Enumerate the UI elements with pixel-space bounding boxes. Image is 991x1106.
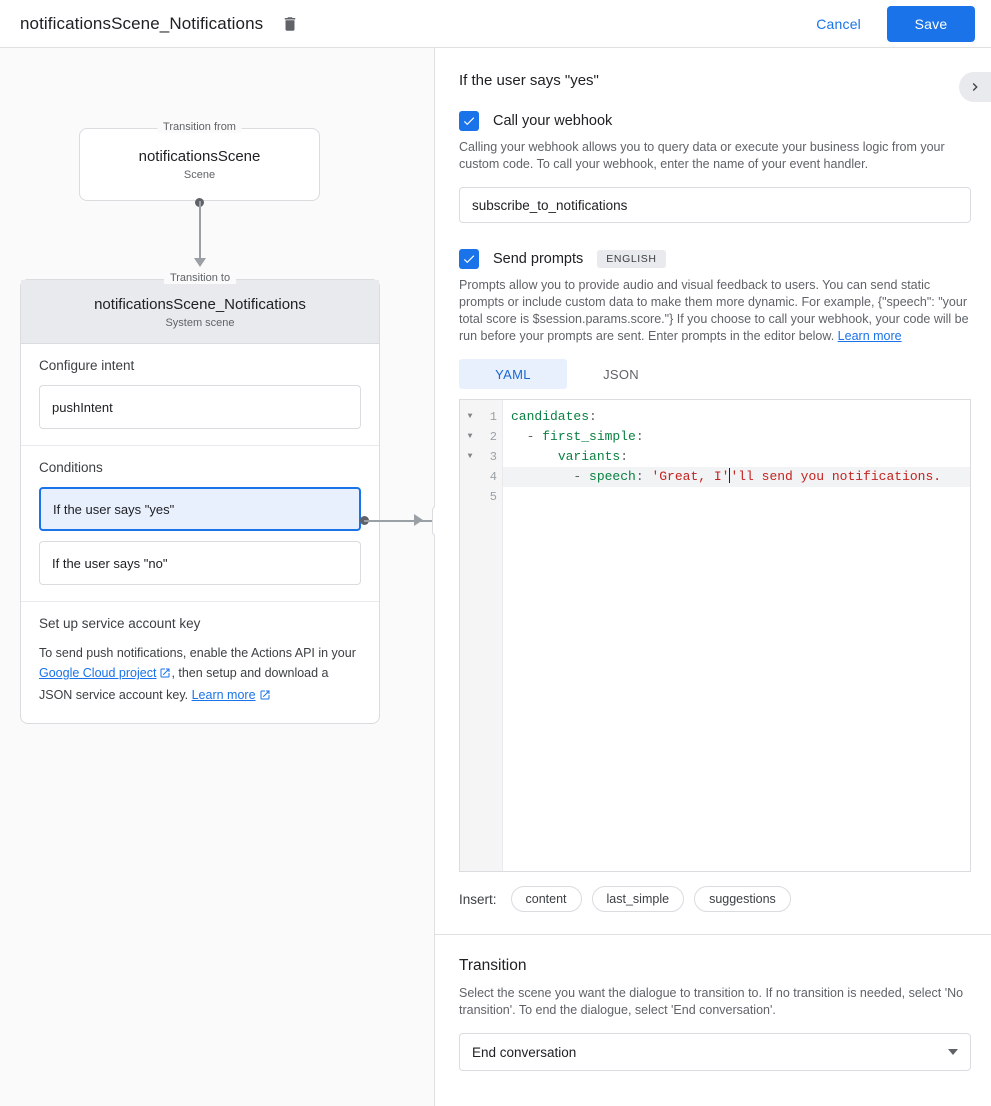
prompts-check-row[interactable]: [459, 249, 971, 269]
external-link-icon-2: [259, 687, 271, 707]
code-line-5[interactable]: [503, 487, 970, 507]
tab-yaml[interactable]: YAML: [459, 359, 567, 389]
code-token: :: [589, 409, 597, 424]
transition-select[interactable]: [459, 1033, 971, 1071]
transition-to-node: [20, 272, 380, 724]
service-account-text-2: , then setup and download a JSON service account key.: [39, 666, 329, 702]
save-button[interactable]: Save: [887, 6, 975, 42]
trash-icon: [281, 15, 299, 33]
code-line-2[interactable]: [503, 427, 970, 447]
code-line-4[interactable]: [503, 467, 970, 487]
scene-canvas: [0, 48, 435, 1106]
code-token: :: [635, 469, 652, 484]
chevron-right-icon: [967, 79, 983, 95]
details-panel: [435, 48, 991, 1106]
panel-scroll: [435, 48, 991, 1106]
code-token: -: [511, 429, 543, 444]
conditions-label: Conditions: [39, 460, 103, 475]
transition-from-caption: Transition from: [157, 121, 242, 133]
prompts-description: [459, 277, 971, 345]
prompts-description-text: Prompts allow you to provide audio and visual feedback to users. You can send static prompts or include custom data to make them more dynamic. For example, {"speech": "your total score is $session.params.score."} If you choose to call your webhook, your code will be run before your prompts are sent. Enter prompts in the editor below.: [459, 278, 969, 343]
code-token: first_simple: [542, 429, 636, 444]
fold-toggle-2[interactable]: ▼: [467, 432, 473, 441]
panel-inner: [435, 48, 991, 934]
transition-to-header: [21, 272, 379, 344]
edge-arrow-icon: [414, 514, 423, 526]
configure-intent-section: [21, 344, 379, 446]
transition-title: Transition: [459, 957, 527, 974]
editor-code-area[interactable]: [503, 400, 970, 871]
webhook-block: [459, 111, 971, 223]
transition-block: [435, 935, 991, 1071]
transition-description: Select the scene you want the dialogue to transition to. If no transition is needed, select 'No transition'. To end the dialogue, select 'End conversation'.: [459, 986, 964, 1017]
line-number-5: 5: [489, 490, 497, 504]
editor-format-tabs: [459, 359, 971, 389]
language-badge: ENGLISH: [597, 250, 665, 268]
google-cloud-project-link[interactable]: Google Cloud project: [39, 666, 157, 680]
transition-to-caption: Transition to: [164, 272, 236, 284]
connector-line: [199, 201, 201, 263]
webhook-description: Calling your webhook allows you to query data or execute your business logic from your custom code. To call your webhook, enter the name of your event handler.: [459, 140, 945, 171]
delete-button[interactable]: [277, 11, 303, 37]
insert-pill-content[interactable]: content: [511, 886, 582, 912]
service-account-text: [39, 643, 361, 707]
cancel-button[interactable]: Cancel: [800, 8, 877, 40]
prompts-label: Send prompts: [493, 251, 584, 267]
insert-pill-suggestions[interactable]: suggestions: [694, 886, 791, 912]
insert-row: [459, 886, 971, 934]
check-icon: [462, 114, 476, 128]
prompts-learn-more-link[interactable]: Learn more: [837, 329, 902, 343]
service-account-label: Set up service account key: [39, 616, 201, 631]
fold-toggle-3[interactable]: ▼: [467, 452, 473, 461]
editor-fold-column: [460, 400, 480, 871]
tab-json[interactable]: JSON: [603, 366, 639, 382]
line-number-1: 1: [489, 410, 497, 424]
page-title: notificationsScene_Notifications: [20, 13, 264, 33]
intent-value-box[interactable]: pushIntent: [39, 385, 361, 429]
transition-from-title: notificationsScene: [138, 148, 261, 165]
code-token: variants: [557, 449, 621, 464]
collapse-panel-button[interactable]: [959, 72, 991, 102]
webhook-check-row[interactable]: [459, 111, 971, 131]
prompts-checkbox[interactable]: [459, 249, 479, 269]
code-token: 'll send you notifications.: [730, 469, 942, 484]
chevron-down-icon: [948, 1049, 958, 1055]
code-token: candidates: [511, 409, 590, 424]
code-token: speech: [589, 469, 636, 484]
insert-label: Insert:: [459, 891, 497, 907]
conditions-section: [21, 446, 379, 602]
prompts-block: [459, 249, 971, 934]
code-token: -: [511, 469, 590, 484]
code-token: :: [620, 449, 629, 464]
fold-toggle-1[interactable]: ▼: [467, 412, 473, 421]
condition-item-yes[interactable]: If the user says "yes": [39, 487, 361, 531]
line-number-4: 4: [489, 470, 497, 484]
insert-pill-last-simple[interactable]: last_simple: [592, 886, 685, 912]
fold-toggle-4: [460, 467, 480, 487]
prompts-code-editor[interactable]: [459, 399, 971, 872]
webhook-checkbox[interactable]: [459, 111, 479, 131]
transition-select-value: End conversation: [472, 1044, 577, 1060]
body: [0, 48, 991, 1106]
code-line-3[interactable]: [503, 447, 970, 467]
code-token: [511, 449, 558, 464]
panel-title: If the user says "yes": [459, 72, 599, 89]
check-icon: [462, 252, 476, 266]
editor-line-numbers: [480, 400, 503, 871]
transition-to-title: notificationsScene_Notifications: [94, 296, 306, 313]
webhook-label: Call your webhook: [493, 113, 613, 129]
service-account-section: [21, 602, 379, 723]
transition-from-subtitle: Scene: [183, 169, 216, 181]
code-token: :: [635, 429, 644, 444]
top-bar: [0, 0, 991, 48]
transition-from-node[interactable]: [79, 121, 320, 201]
service-account-text-1: To send push notifications, enable the Actions API in your: [39, 646, 356, 660]
connector-arrow-icon: [194, 258, 206, 267]
webhook-handler-input[interactable]: [459, 187, 971, 223]
code-token: 'Great, I': [651, 469, 730, 484]
line-number-2: 2: [489, 430, 497, 444]
configure-intent-label: Configure intent: [39, 358, 135, 373]
transition-to-subtitle: System scene: [165, 317, 235, 329]
external-link-icon: [159, 665, 171, 685]
code-line-1[interactable]: [503, 407, 970, 427]
fold-toggle-5: [460, 487, 480, 507]
condition-item-no[interactable]: If the user says "no": [39, 541, 361, 585]
service-account-learn-more-link[interactable]: Learn more: [191, 688, 256, 702]
line-number-3: 3: [489, 450, 497, 464]
